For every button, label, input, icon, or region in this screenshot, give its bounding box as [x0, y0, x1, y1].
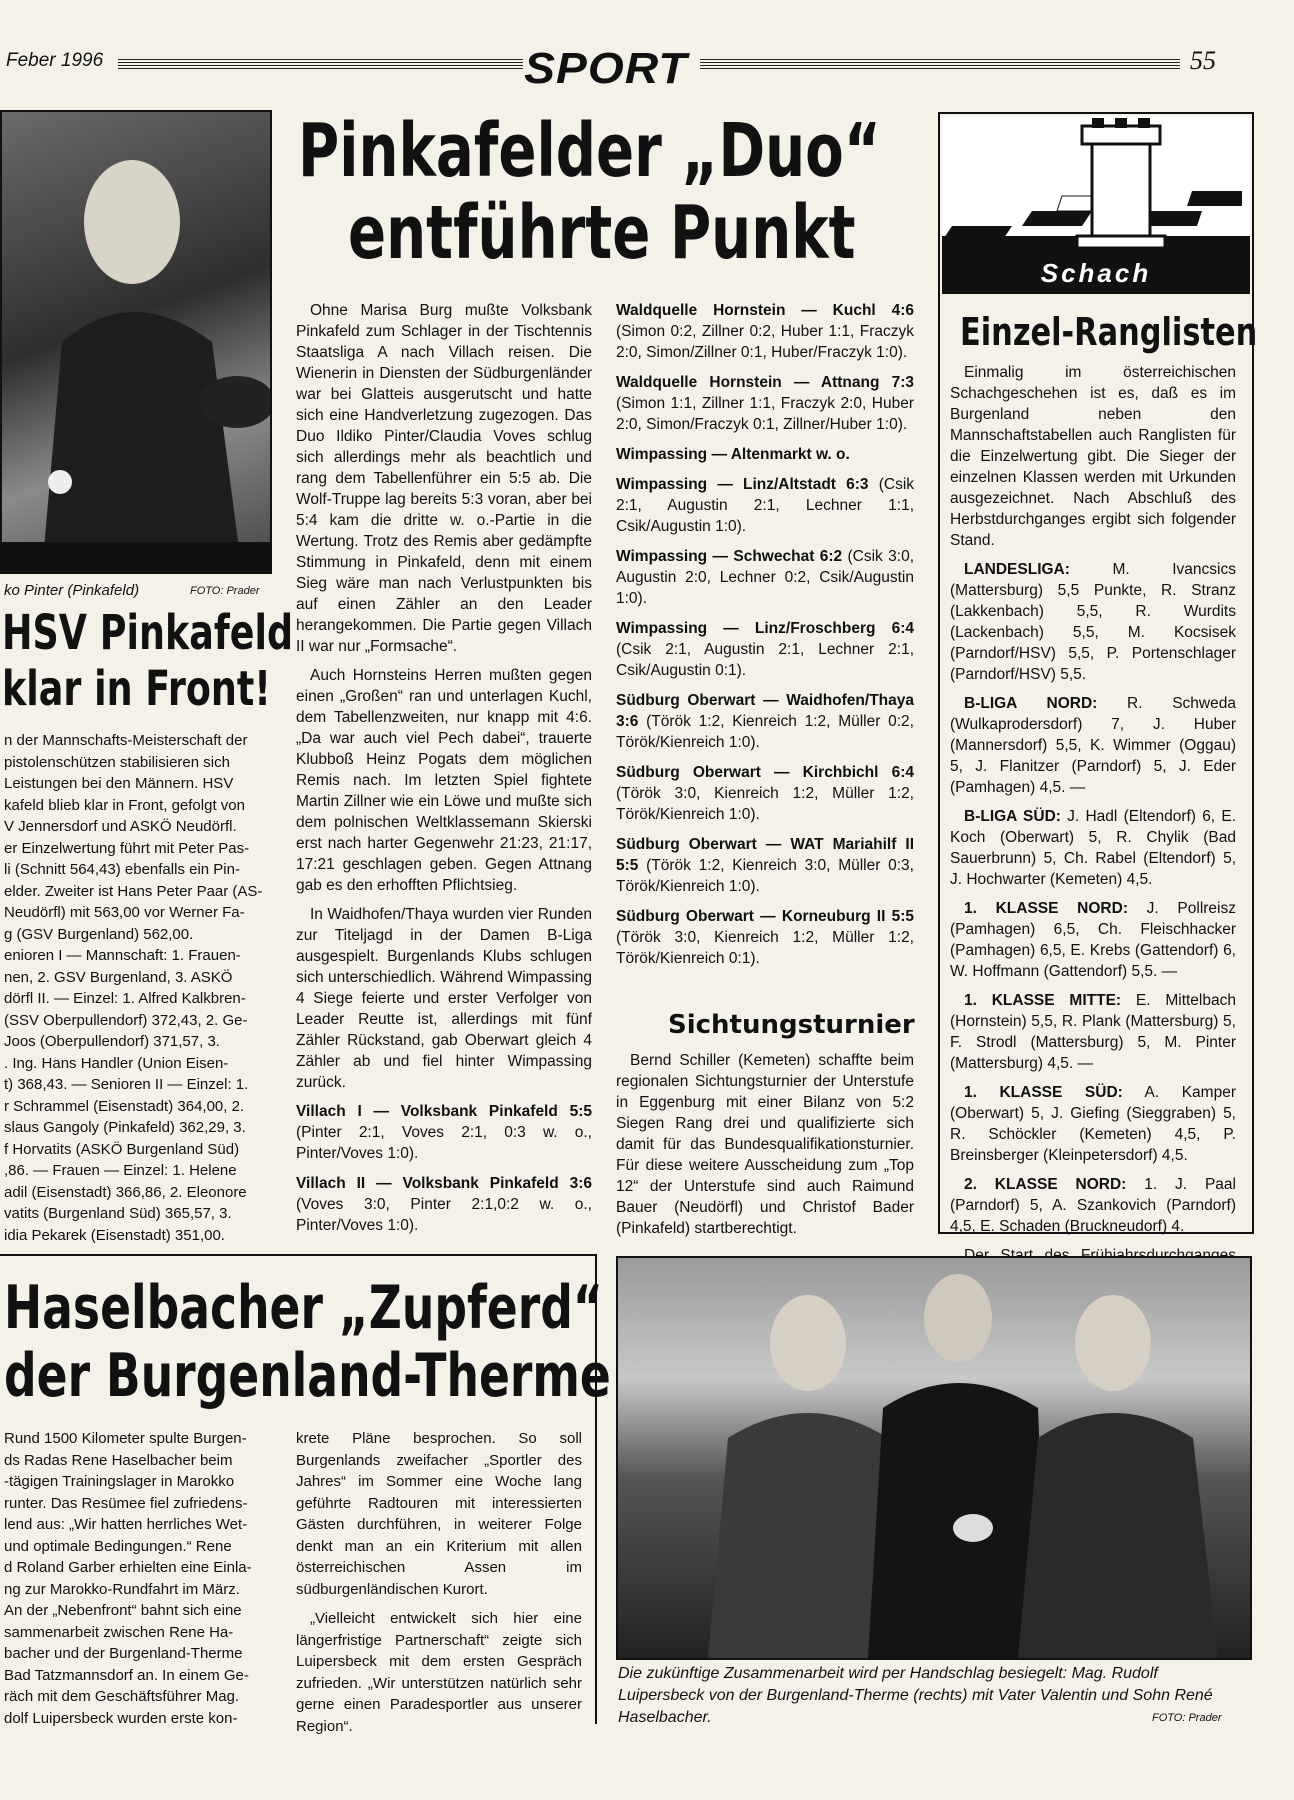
result-entry: Wimpassing — Linz/Altstadt 6:3 (Csik 2:1, Augustin 2:1, Lechner 1:1, Csik/Augustin 1:0).: [616, 476, 915, 535]
result-entry: Südburg Oberwart — WAT Mariahilf II 5:5 (Török 1:2, Kienreich 3:0, Müller 0:3, Török/Kienreich 1:0).: [616, 836, 914, 895]
hsv-text-line: Joos (Oberpullendorf) 371,57, 3.: [4, 1033, 220, 1050]
zupferd-text-line: bacher und der Burgenland-Therme: [4, 1645, 243, 1662]
hsv-text-line: kafeld blieb klar in Front, gefolgt von: [4, 796, 245, 814]
hsv-text-line: adil (Eisenstadt) 366,86, 2. Eleonore: [4, 1183, 247, 1201]
table-tennis-player-photo: [0, 110, 272, 574]
hsv-article-body: [4, 730, 272, 1246]
schach-entries: [950, 559, 1236, 1237]
zupferd-headline-line2: der Burgenland-Therme: [4, 1341, 611, 1411]
schach-ranking-entry: 1. KLASSE SÜD: A. Kamper (Oberwart) 5, J. Giefing (Sieggraben) 5, R. Schöckler (Kemeten) 4,5, P. Breinsberger (Kleinpetersdorf) 4,5.: [950, 1084, 1236, 1164]
zupferd-text-line: runter. Das Resümee fiel zufriedens-: [4, 1494, 248, 1512]
hsv-text-line: g (GSV Burgenland) 562,00.: [4, 925, 194, 943]
hsv-text-line: nen, 2. GSV Burgenland, 3. ASKÖ: [4, 968, 233, 986]
header-rule-left: [118, 59, 523, 69]
hsv-text-line: vatits (Burgenland Süd) 365,57, 3.: [4, 1205, 232, 1222]
hsv-text-line: r Schrammel (Eisenstadt) 364,00, 2.: [4, 1097, 245, 1115]
hsv-text-line: ,86. — Frauen — Einzel: 1. Helene: [4, 1162, 237, 1179]
sichtungsturnier-body: Bernd Schiller (Kemeten) schaffte beim regionalen Sichtungsturnier der Unterstufe in Eggenburg mit einer Bilanz von 5:2 Siegen Rang drei und qualifizierte sich damit für das Bundesqualifikationsturnier. Für diese weitere Ausscheidung zum „Top 12“ der Unterstufe sind auch Raimund Bauer (Neudörfl) und Christof Bader (Pinkafeld) startberechtigt.: [616, 1052, 914, 1237]
duo-headline-line2: entführte Punkt: [348, 190, 856, 276]
duo-results-column: [616, 300, 914, 978]
result-entry: Südburg Oberwart — Waidhofen/Thaya 3:6 (Török 1:2, Kienreich 1:2, Müller 0:2, Török/Kienreich 1:0).: [616, 692, 914, 751]
player-silhouette-icon: [2, 112, 270, 572]
schach-ranking-entry: B-LIGA NORD: R. Schweda (Wulkaprodersdorf) 7, J. Huber (Mannersdorf) 5,5, K. Wimmer (Oggau) 5, J. Flanitzer (Parndorf) 5, J. Eder (Pamhagen) 4,5. —: [950, 695, 1236, 796]
zupferd-text-line: räch mit dem Geschäftsführer Mag.: [4, 1688, 240, 1705]
schach-ranking-entry: 2. KLASSE NORD: 1. J. Paal (Parndorf) 5, A. Szankovich (Parndorf) 4,5, E. Schaden (Bruckneudorf) 4.: [950, 1176, 1236, 1235]
photo-credit: FOTO: Prader: [190, 585, 260, 597]
schach-body: Einmalig im österreichischen Schachgeschehen ist es, daß es im Burgenland neben den Mannschaftstabellen auch Ranglisten für die Einzelwertung gibt. Die Sieger der einzelnen Klassen werden mit Urkunden ausgezeichnet. Nach Abschluß des Herbstdurchganges ergibt sich folgender Stand. LANDESLIGA: M. Ivancsics (Mattersburg) 5,5 Punkte, R. Stranz (Lakkenbach) 5,5, R. Wurdits (Lackenbach) 5,5, M. Kocsisek (Parndorf/HSV) 5,5, P. Portenschlager (Parndorf/HSV) 5,5. B-LIGA NORD: R. Schweda (Wulkaprodersdorf) 7, J. Huber (Mannersdorf) 5,5, K. Wimmer (Oggau) 5, J. Flanitzer (Parndorf) 5, J. Eder (Pamhagen) 4,5. — B-LIGA SÜD: J. Hadl (Eltendorf) 6, E. Koch (Oberwart) 5, R. Chylik (Bad Sauerbrunn) 5, Ch. Rabel (Eltendorf) 5, J. Hochwarter (Kemeten) 4,5. 1. KLASSE NORD: J. Pollreisz (Pamhagen) 6,5, Ch. Fleischhacker (Pamhagen) 6,5, E. Krebs (Gattendorf) 6, W. Hoffmann (Gattendorf) 5,5. — 1. KLASSE MITTE: E. Mittelbach (Hornstein) 5,5, R. Plank (Mattersburg) 5, F. Strodl (Mattersburg) 5, M. Pinter (Mattersburg) 4,5. — 1. KLASSE SÜD: A. Kamper (Oberwart) 5, J. Giefing (Sieggraben) 5, R. Schöckler (Kemeten) 4,5, P. Breinsberger (Kleinpetersdorf) 4,5. 2. KLASSE NORD: 1. J. Paal (Parndorf) 5, A. Szankovich (Parndorf) 4,5, E. Schaden (Bruckneudorf) 4.: [950, 364, 1236, 1235]
hsv-text-line: f Horvatits (ASKÖ Burgenland Süd): [4, 1140, 240, 1158]
zupferd-text-line: Rund 1500 Kilometer spulte Burgen-: [4, 1430, 247, 1447]
hsv-text-line: Neudörfl) mit 563,00 vor Werner Fa-: [4, 904, 245, 921]
zupferd-column-1: [4, 1428, 274, 1729]
three-men-silhouette-icon: [618, 1258, 1250, 1658]
zupferd-text-line: ds Radas Rene Haselbacher beim: [4, 1451, 233, 1469]
zupferd-text-line: ng zur Marokko-Rundfahrt im März.: [4, 1580, 240, 1598]
hsv-text-line: dörfl II. — Einzel: 1. Alfred Kalkbren-: [4, 990, 246, 1007]
result-entry: Südburg Oberwart — Kirchbichl 6:4 (Török 3:0, Kienreich 1:2, Müller 1:2, Török/Kienreich 1:0).: [616, 764, 914, 823]
hsv-text-line: elder. Zweiter ist Hans Peter Paar (AS-: [4, 882, 263, 900]
result-entry: Südburg Oberwart — Korneuburg II 5:5 (Török 3:0, Kienreich 1:2, Müller 1:2, Török/Kienreich 0:1).: [616, 908, 914, 967]
section-title: SPORT: [524, 44, 688, 93]
chess-rook-logo: [942, 116, 1250, 294]
schach-ranking-entry: LANDESLIGA: M. Ivancsics (Mattersburg) 5,5 Punkte, R. Stranz (Lakkenbach) 5,5, R. Wurdits (Lackenbach) 5,5, M. Kocsisek (Parndorf/HSV) 5,5, P. Portenschlager (Parndorf/HSV) 5,5.: [950, 561, 1236, 683]
schach-headline: Einzel-Ranglisten: [960, 310, 1258, 354]
issue-date: Feber 1996: [6, 50, 104, 71]
zupferd-text-line: und optimale Bedingungen.“ Rene: [4, 1537, 232, 1555]
hsv-headline-line1: HSV Pinkafeld: [2, 605, 294, 661]
schach-ranking-entry: B-LIGA SÜD: J. Hadl (Eltendorf) 6, E. Koch (Oberwart) 5, R. Chylik (Bad Sauerbrunn) 5, Ch. Rabel (Eltendorf) 5, J. Hochwarter (Kemeten) 4,5.: [950, 808, 1236, 888]
zupferd-text-line: dolf Luipersbeck wurden erste kon-: [4, 1709, 238, 1727]
hsv-text-line: er Einzelwertung führt mit Peter Pas-: [4, 839, 250, 857]
hsv-text-line: t) 368,43. — Senioren II — Einzel: 1.: [4, 1076, 249, 1093]
duo-paragraph-3: In Waidhofen/Thaya wurden vier Runden zur Titeljagd in der Damen B-Liga ausgespielt. Burgenlands Klubs schlugen sich unterschiedlich. Während Wimpassing 4 Siege feierte und erster Verfolger von Leader Reutte ist, allerdings mit fünf Zähler Rückstand, gab Oberwart gleich 4 Zähler ab und fiel hinter Wimpassing zurück.: [296, 906, 592, 1091]
result-entry: Waldquelle Hornstein — Kuchl 4:6 (Simon 0:2, Zillner 0:2, Huber 1:1, Fraczyk 2:0, Simon/Zillner 0:1, Huber/Fraczyk 1:0).: [616, 302, 914, 361]
result-entry: Wimpassing — Schwechat 6:2 (Csik 3:0, Augustin 2:0, Lechner 0:2, Csik/Augustin 1:0).: [616, 548, 915, 607]
zupferd-headline-line1: Haselbacher „Zupferd“: [4, 1273, 603, 1343]
duo-paragraph-1: Ohne Marisa Burg mußte Volksbank Pinkafeld zum Schlager in der Tischtennis Staatsliga A nach Villach reisen. Die Wienerin in Diensten der Südburgenländer war bei Glatteis ausgerutscht und hatte sich eine Handverletzung zugezogen. Das Duo Ildiko Pinter/Claudia Voves schlug sich allerdings mehr als beachtlich und rang dem Tabellenführer ein 5:5 ab. Die Wolf-Truppe lag bereits 5:3 voran, aber bei 5:4 kam die dritte w. o.-Partie in die Wertung. Trotz des Remis aber gedämpfte Stimmung in Pinkafeld, denn mit einem Sieg wäre man nach Verlustpunkten bis auf einen Zähler an den Leader herangekommen. Die Partie gegen Villach II war nur „Formsache“.: [296, 302, 592, 655]
schach-box: [938, 112, 1258, 1235]
handshake-photo-credit: FOTO: Prader: [1152, 1712, 1222, 1724]
photo-caption: ko Pinter (Pinkafeld): [4, 582, 140, 599]
hsv-text-line: enioren I — Mannschaft: 1. Frauen-: [4, 947, 241, 964]
schach-ranking-entry: 1. KLASSE NORD: J. Pollreisz (Pamhagen) 6,5, Ch. Fleischhacker (Pamhagen) 6,5, E. Krebs (Gattendorf) 6, W. Hoffmann (Gattendorf) 5,5. —: [950, 900, 1236, 980]
schach-ranking-entry: 1. KLASSE MITTE: E. Mittelbach (Hornstein) 5,5, R. Plank (Mattersburg) 5, F. Strodl (Mattersburg) 5, M. Pinter (Mattersburg) 4,5. —: [950, 992, 1236, 1072]
zupferd-text-line: -tägigen Trainingslager in Marokko: [4, 1473, 235, 1490]
sichtungsturnier-heading: Sichtungsturnier: [668, 1010, 915, 1040]
hsv-text-line: idia Pekarek (Eisenstadt) 351,00.: [4, 1226, 225, 1244]
result-entry: Wimpassing — Linz/Froschberg 6:4 (Csik 2:1, Augustin 2:1, Lechner 2:1, Csik/Augustin 0:1).: [616, 620, 914, 679]
handshake-photo-caption: Die zukünftige Zusammenarbeit wird per Handschlag besiegelt: Mag. Rudolf Luipersbeck von der Burgenland-Therme (rechts) mit Vater Valentin und Sohn René Haselbacher.: [618, 1665, 1213, 1726]
hsv-text-line: li (Schnitt 564,43) ebenfalls ein Pin-: [4, 861, 240, 878]
zupferd-text-line: sammenarbeit zwischen Rene Ha-: [4, 1623, 234, 1641]
duo-article-column-1: [296, 300, 592, 1245]
zupferd-text-line: Bad Tatzmannsdorf an. In einem Ge-: [4, 1666, 249, 1684]
result-entry: Villach II — Volksbank Pinkafeld 3:6 (Voves 3:0, Pinter 2:1,0:2 w. o., Pinter/Voves 1:0).: [296, 1175, 592, 1234]
hsv-headline-line2: klar in Front!: [2, 661, 271, 717]
result-entry: Waldquelle Hornstein — Attnang 7:3 (Simon 1:1, Zillner 1:1, Fraczyk 2:0, Huber 2:0, Simon/Fraczyk 0:1, Zillner/Huber 1:0).: [616, 374, 914, 433]
zupferd-text-line: d Roland Garber erhielten eine Einla-: [4, 1559, 252, 1576]
result-entry: Villach I — Volksbank Pinkafeld 5:5 (Pinter 2:1, Voves 2:1, 0:3 w. o., Pinter/Voves 1:0).: [296, 1103, 592, 1162]
hsv-text-line: V Jennersdorf und ASKÖ Neudörfl.: [4, 818, 237, 835]
hsv-text-line: (SSV Oberpullendorf) 372,43, 2. Ge-: [4, 1011, 248, 1029]
hsv-text-line: . Ing. Hans Handler (Union Eisen-: [4, 1054, 229, 1072]
zupferd-column-2: krete Pläne besprochen. So soll Burgenlands zweifacher „Sportler des Jahres“ im Sommer eine Woche lang geführte Radtouren mit interessierten Gästen durchführen, in weiterer Folge denkt man an ein Kriterium mit allen österreichischen Assen im südburgenländischen Kurort. „Vielleicht entwickelt sich hier eine längerfristige Partnerschaft“ zeigte sich Luipersbeck mit dem ersten Gespräch zufrieden. „Wir unterstützen natürlich sehr gerne einen Paradesportler aus unserer Region“.: [296, 1430, 582, 1735]
zupferd-text-line: lend aus: „Wir hatten herrliches Wet-: [4, 1516, 248, 1533]
duo-headline-line1: Pinkafelder „Duo“: [298, 108, 881, 194]
hsv-text-line: n der Mannschafts-Meisterschaft der: [4, 732, 248, 749]
result-entry: Wimpassing — Altenmarkt w. o.: [616, 446, 850, 463]
hsv-text-line: slaus Gangoly (Pinkafeld) 362,29, 3.: [4, 1119, 246, 1136]
schach-logo-label: Schach: [1040, 258, 1152, 288]
zupferd-text-line: An der „Nebenfront“ bahnt sich eine: [4, 1602, 242, 1619]
page-number: 55: [1190, 46, 1216, 75]
handshake-photo: [616, 1256, 1252, 1660]
hsv-text-line: pistolenschützen stabilisieren sich: [4, 753, 230, 771]
divider-line: [0, 1254, 595, 1256]
duo-paragraph-2: Auch Hornsteins Herren mußten gegen einen „Großen“ ran und unterlagen Kuchl, dem Tabellenzweiten, nur knapp mit 4:6. „Da war auch viel Pech dabei“, trauerte Klubboß Heinz Pogats dem möglichen Remis nach. Im letzten Spiel fightete Martin Zillner wie ein Löwe und mußte sich dem polnischen Weltklassemann Skierski erst nach harter Gegenwehr 21:23, 21:17, 17:21 geschlagen geben. Gegen Attnang gab es den erhofften Pflichtsieg.: [296, 667, 592, 894]
hsv-text-line: Leistungen bei den Männern. HSV: [4, 775, 234, 792]
header-rule-right: [700, 59, 1180, 69]
